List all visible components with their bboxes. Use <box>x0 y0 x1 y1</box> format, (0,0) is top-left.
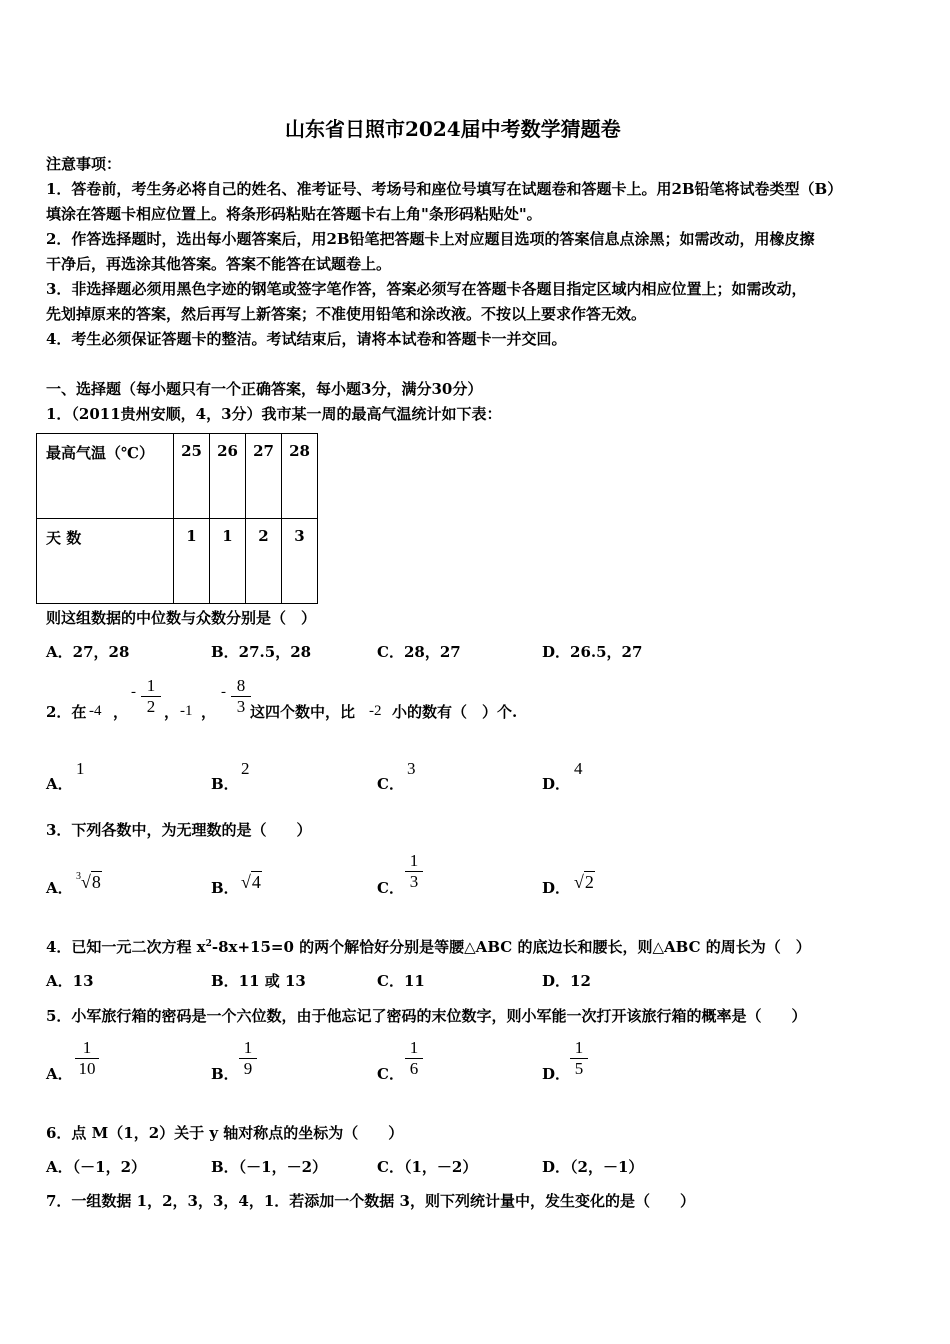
q2-value-d: 4 <box>574 759 583 778</box>
q3-fraction <box>405 851 423 892</box>
q2-value-c: 3 <box>407 759 416 778</box>
q3-sqrt <box>574 872 595 893</box>
q4-stem <box>46 936 811 957</box>
q1-option-d: D．26.5，27 <box>542 643 643 661</box>
q2-label-a: A． <box>46 775 73 793</box>
q2-label-d: D． <box>542 775 571 793</box>
table-row <box>37 434 318 519</box>
q3-label-b: B． <box>211 879 239 897</box>
q2-minus: - <box>221 684 226 700</box>
numerator: 1 <box>574 1038 584 1057</box>
section-heading: 一、选择题（每小题只有一个正确答案，每小题3分，满分30分） <box>46 380 483 398</box>
q5-fraction <box>405 1038 423 1079</box>
numerator: 1 <box>146 676 156 695</box>
numerator: 1 <box>409 1038 419 1057</box>
q5-label-c: C． <box>377 1065 404 1083</box>
radicand: 2 <box>584 872 594 892</box>
notice-line: 3．非选择题必须用黑色字迹的钢笔或签字笔作答，答案必须写在答题卡各题目指定区域内相应位置上；如需改动， <box>46 280 807 298</box>
numerator: 1 <box>243 1038 253 1057</box>
denominator: 6 <box>409 1059 419 1078</box>
notice-line: 先划掉原来的答案，然后再写上新答案；不准使用铅笔和涂改液。不按以上要求作答无效。 <box>46 305 647 323</box>
denominator: 3 <box>409 872 419 891</box>
table-row <box>37 519 318 604</box>
radical-sign: √ <box>81 872 91 892</box>
radical-sign: √ <box>574 872 584 892</box>
q3-cube-root <box>76 872 102 893</box>
table-cell: 26 <box>210 434 246 519</box>
table-cell: 最高气温（℃） <box>37 434 174 519</box>
q3-sqrt <box>241 872 262 893</box>
q5-label-b: B． <box>211 1065 239 1083</box>
notice-heading: 注意事项： <box>46 155 122 173</box>
page-title: 山东省日照市2024届中考数学猜题卷 <box>285 117 621 141</box>
q6-option-d: D．（2，－1） <box>542 1158 644 1176</box>
q4-option-d: D．12 <box>542 972 591 990</box>
q5-fraction <box>239 1038 257 1079</box>
numerator: 1 <box>409 851 419 870</box>
notice-line: 2．作答选择题时，选出每小题答案后，用2B铅笔把答题卡上对应题目选项的答案信息点涂黑；如需改动，用橡皮擦 <box>46 230 815 248</box>
q2-suffix: 小的数有（ ）个. <box>392 703 518 721</box>
radical-sign: √ <box>241 872 251 892</box>
q1-option-c: C．28，27 <box>377 643 461 661</box>
q2-mid: 这四个数中，比 <box>250 703 356 721</box>
q4-option-c: C．11 <box>377 972 425 990</box>
q5-label-a: A． <box>46 1065 73 1083</box>
q2-value-a: 1 <box>76 759 85 778</box>
notice-line: 4．考生必须保证答题卡的整洁。考试结束后，请将本试卷和答题卡一并交回。 <box>46 330 567 348</box>
table-cell: 27 <box>246 434 282 519</box>
q2-sep: ， <box>164 703 180 721</box>
table-cell: 28 <box>282 434 318 519</box>
denominator: 10 <box>78 1059 96 1078</box>
q2-prefix: 2．在 <box>46 703 87 721</box>
q1-question: 则这组数据的中位数与众数分别是（ ） <box>46 609 317 627</box>
q2-num: -2 <box>369 703 382 719</box>
denominator: 5 <box>574 1059 584 1078</box>
q6-option-c: C．（1，－2） <box>377 1158 478 1176</box>
q4-option-a: A．13 <box>46 972 94 990</box>
notice-line: 1．答卷前，考生务必将自己的姓名、准考证号、考场号和座位号填写在试题卷和答题卡上。用2B铅笔将试卷类型（B） <box>46 180 843 198</box>
notice-line: 干净后，再选涂其他答案。答案不能答在试题卷上。 <box>46 255 392 273</box>
table-cell: 天 数 <box>37 519 174 604</box>
q3-label-c: C． <box>377 879 404 897</box>
q6-stem: 6．点 M（1，2）关于 y 轴对称点的坐标为（ ） <box>46 1124 404 1142</box>
q5-label-d: D． <box>542 1065 571 1083</box>
numerator: 1 <box>82 1038 92 1057</box>
q3-stem: 3．下列各数中，为无理数的是（ ） <box>46 821 312 839</box>
q2-num: -1 <box>180 703 193 719</box>
q2-num: -4 <box>89 703 102 719</box>
q2-label-c: C． <box>377 775 404 793</box>
table-cell: 2 <box>246 519 282 604</box>
q2-minus: - <box>131 684 136 700</box>
q5-fraction <box>570 1038 588 1079</box>
q4-stem-a: 4．已知一元二次方程 x <box>46 938 206 956</box>
radicand: 4 <box>251 872 261 892</box>
table-cell: 1 <box>174 519 210 604</box>
radicand: 8 <box>91 872 101 892</box>
numerator: 8 <box>236 676 246 695</box>
q2-sep: ， <box>201 703 217 721</box>
q7-stem: 7．一组数据 1，2，3，3，4，1．若添加一个数据 3，则下列统计量中，发生变化的是（ ） <box>46 1192 695 1210</box>
denominator: 9 <box>243 1059 253 1078</box>
q1-option-a: A．27，28 <box>46 643 130 661</box>
q6-option-a: A．（－1，2） <box>46 1158 147 1176</box>
table-cell: 3 <box>282 519 318 604</box>
q5-fraction <box>75 1038 99 1079</box>
table-cell: 1 <box>210 519 246 604</box>
q2-sep: ， <box>113 703 129 721</box>
q4-stem-b: -8x+15=0 的两个解恰好分别是等腰△ABC 的底边长和腰长，则△ABC 的周长为（ ） <box>211 938 811 956</box>
q1-stem: 1．（2011贵州安顺，4，3分）我市某一周的最高气温统计如下表： <box>46 405 502 423</box>
q6-option-b: B．（－1，－2） <box>211 1158 328 1176</box>
denominator: 3 <box>236 697 246 716</box>
q2-label-b: B． <box>211 775 239 793</box>
denominator: 2 <box>146 697 156 716</box>
q3-label-a: A． <box>46 879 73 897</box>
q2-fraction <box>141 676 161 717</box>
q4-option-b: B．11 或 13 <box>211 972 306 990</box>
q1-option-b: B．27.5，28 <box>211 643 312 661</box>
q4-exponent: 2 <box>205 939 212 949</box>
table-cell: 25 <box>174 434 210 519</box>
q5-stem: 5．小军旅行箱的密码是一个六位数，由于他忘记了密码的末位数字，则小军能一次打开该旅行箱的概率是（ ） <box>46 1007 807 1025</box>
q2-value-b: 2 <box>241 759 250 778</box>
root-index: 3 <box>76 871 81 882</box>
q2-fraction <box>231 676 251 717</box>
temperature-table <box>36 433 318 604</box>
notice-line: 填涂在答题卡相应位置上。将条形码粘贴在答题卡右上角"条形码粘贴处"。 <box>46 205 542 223</box>
q3-label-d: D． <box>542 879 571 897</box>
